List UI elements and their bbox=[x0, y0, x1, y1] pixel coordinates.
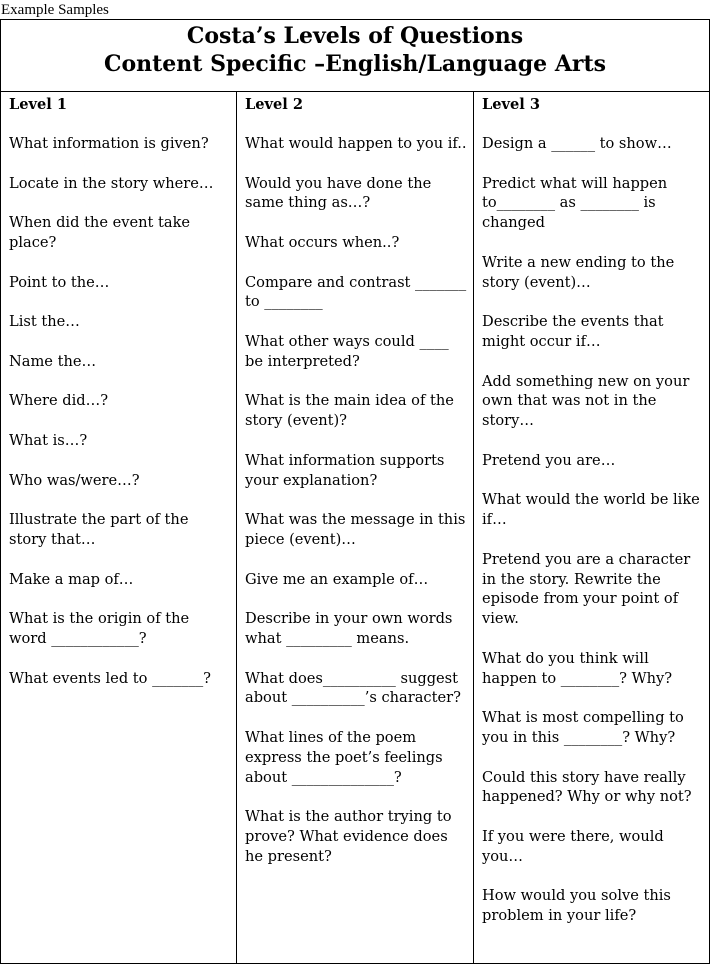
question-item: Would you have done the same thing as…? bbox=[245, 174, 436, 212]
question-item: What information is given? bbox=[9, 135, 209, 152]
question-item: Describe the events that might occur if… bbox=[482, 313, 669, 350]
questions-table bbox=[0, 19, 710, 964]
question-item: Describe in your own words what _________ means. bbox=[245, 610, 458, 647]
question-item: What would the world be like if… bbox=[482, 491, 705, 529]
question-item: Could this story have really happened? Why or why not? bbox=[482, 768, 692, 806]
question-item: If you were there, would you… bbox=[482, 827, 669, 865]
title-line-1: Costa’s Levels of Questions bbox=[186, 23, 524, 49]
table-title bbox=[1, 20, 709, 92]
question-item: Write a new ending to the story (event)… bbox=[482, 253, 679, 291]
question-item: Name the… bbox=[9, 352, 97, 370]
question-item: What do you think will happen to ________? Why? bbox=[482, 649, 673, 687]
question-item: When did the event take place? bbox=[9, 214, 195, 251]
document-label: Example Samples bbox=[1, 2, 109, 18]
question-item: Point to the… bbox=[9, 273, 110, 291]
level-1-column bbox=[1, 92, 237, 964]
question-item: Pretend you are a character in the story. Rewrite the episode from your point of view. bbox=[482, 550, 695, 628]
question-item: Make a map of… bbox=[9, 570, 134, 588]
levels-columns bbox=[1, 92, 709, 964]
question-item: What was the message in this piece (event)… bbox=[245, 511, 471, 548]
question-item: What is the main idea of the story (event)? bbox=[245, 392, 459, 430]
level-3-column bbox=[474, 92, 709, 964]
question-item: Design a ______ to show… bbox=[482, 135, 672, 152]
level-3-heading: Level 3 bbox=[482, 96, 541, 113]
title-line-2: Content Specific –English/Language Arts bbox=[103, 51, 607, 77]
question-item: What is the origin of the word ____________? bbox=[9, 610, 194, 647]
question-item: Locate in the story where… bbox=[9, 174, 214, 192]
question-item: Who was/were…? bbox=[9, 471, 140, 489]
question-item: Add something new on your own that was not in the story… bbox=[482, 372, 694, 430]
level-3-question-list bbox=[482, 134, 703, 926]
question-item: What does__________ suggest about __________’s character? bbox=[245, 669, 463, 707]
question-item: What is most compelling to you in this ________? Why? bbox=[482, 709, 689, 746]
question-item: Illustrate the part of the story that… bbox=[9, 511, 194, 548]
question-item: Compare and contrast _______ to ________ bbox=[245, 273, 471, 311]
question-item: Where did…? bbox=[9, 392, 109, 410]
level-1-heading: Level 1 bbox=[9, 96, 68, 113]
level-1-question-list bbox=[9, 134, 230, 688]
question-item: What information supports your explanation? bbox=[245, 451, 450, 489]
question-item: What is…? bbox=[9, 431, 88, 449]
question-item: What is the author trying to prove? What evidence does he present? bbox=[245, 808, 457, 865]
question-item: Predict what will happen to________ as ________ is changed bbox=[482, 174, 672, 232]
question-item: Give me an example of… bbox=[245, 570, 429, 588]
level-2-column bbox=[237, 92, 474, 964]
question-item: What other ways could ____ be interpreted? bbox=[245, 332, 454, 370]
question-item: List the… bbox=[9, 313, 80, 331]
question-item: What lines of the poem express the poet’s feelings about ______________? bbox=[245, 728, 448, 786]
question-item: What events led to _______? bbox=[9, 669, 211, 687]
question-item: Pretend you are… bbox=[482, 451, 616, 469]
question-item: What occurs when..? bbox=[245, 233, 400, 251]
question-item: How would you solve this problem in your life? bbox=[482, 887, 676, 925]
level-2-question-list bbox=[245, 134, 471, 866]
level-2-heading: Level 2 bbox=[245, 96, 304, 113]
question-item: What would happen to you if.. bbox=[245, 135, 467, 152]
